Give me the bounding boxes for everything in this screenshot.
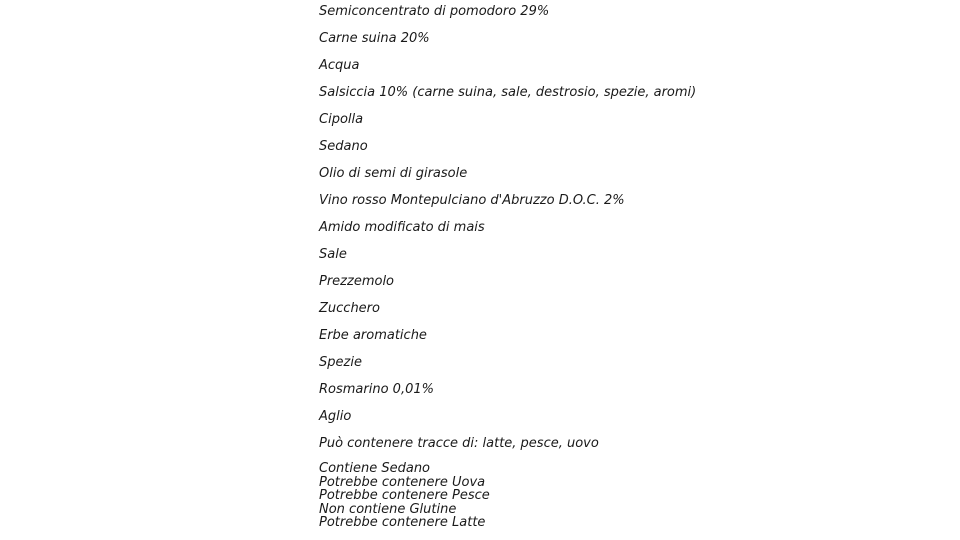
allergen-item: Potrebbe contenere Uova — [319, 474, 486, 490]
ingredient-item: Spezie — [319, 355, 362, 370]
ingredient-item: Carne suina 20% — [319, 31, 430, 46]
ingredient-item: Prezzemolo — [319, 274, 395, 289]
ingredient-item: Zucchero — [319, 301, 380, 316]
ingredient-item: Sedano — [319, 139, 368, 154]
ingredient-item: Erbe aromatiche — [319, 328, 427, 343]
ingredient-item: Vino rosso Montepulciano d'Abruzzo D.O.C. 2% — [319, 193, 625, 208]
allergen-item: Potrebbe contenere Latte — [319, 515, 486, 530]
ingredient-item: Semiconcentrato di pomodoro 29% — [319, 4, 550, 19]
allergen-item: Non contiene Glutine — [319, 501, 457, 517]
allergen-item: Potrebbe contenere Pesce — [319, 488, 490, 503]
ingredient-item: Amido modificato di mais — [319, 220, 485, 235]
ingredient-item: Aglio — [319, 409, 352, 424]
ingredient-list — [319, 0, 696, 459]
ingredient-item: Olio di semi di girasole — [319, 166, 468, 181]
ingredient-item: Acqua — [319, 58, 360, 73]
ingredient-item: Rosmarino 0,01% — [319, 382, 434, 397]
allergen-item: Contiene Sedano — [319, 461, 431, 476]
allergen-list — [319, 462, 490, 530]
trace-warning: Può contenere tracce di: latte, pesce, uovo — [319, 436, 599, 451]
ingredient-item: Cipolla — [319, 112, 364, 127]
ingredient-item: Salsiccia 10% (carne suina, sale, destrosio, spezie, aromi) — [319, 85, 697, 100]
ingredient-item: Sale — [319, 247, 347, 262]
